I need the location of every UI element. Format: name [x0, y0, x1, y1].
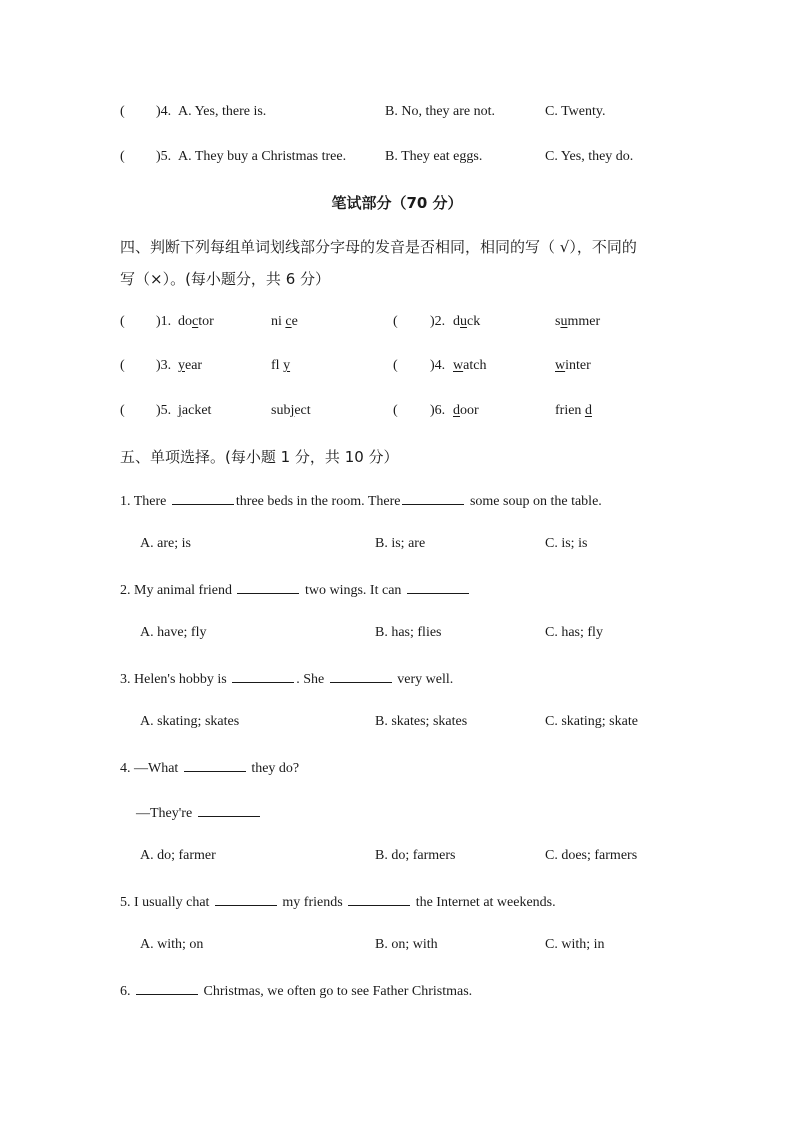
- pronunciation-row: [0, 403, 794, 423]
- answer-paren-open: (: [120, 314, 125, 329]
- option-c: C. Twenty.: [545, 104, 606, 119]
- pronunciation-row: [0, 358, 794, 378]
- underlined-letters: d: [453, 403, 460, 418]
- word-first: door: [453, 403, 479, 418]
- answer-paren-open: (: [120, 104, 125, 119]
- underlined-letters: y: [178, 358, 185, 373]
- word-second: ni ce: [271, 314, 298, 329]
- word-first: watch: [453, 358, 487, 373]
- option-b: B. do; farmers: [375, 848, 456, 863]
- option-b: B. on; with: [375, 937, 438, 952]
- option-a: A. have; fly: [140, 625, 207, 640]
- answer-paren-close: )5.: [156, 149, 172, 164]
- word-second: summer: [555, 314, 601, 329]
- word-first: year: [178, 358, 203, 373]
- q2-stem: 2. My animal friend two wings. It can: [0, 581, 794, 601]
- option-c: C. is; is: [545, 536, 588, 551]
- underlined-letters: c: [192, 314, 199, 329]
- option-a: A. do; farmer: [140, 848, 216, 863]
- option-b: B. is; are: [375, 536, 426, 551]
- option-c: C. Yes, they do.: [545, 149, 634, 164]
- underlined-letters: c: [285, 314, 292, 329]
- answer-blank[interactable]: [198, 804, 260, 817]
- word-first: jacket: [178, 403, 212, 418]
- underlined-letters: w: [555, 358, 566, 373]
- q3-options: [0, 714, 794, 734]
- q5-stem: 5. I usually chat my friends the Internet at weekends.: [120, 895, 556, 910]
- answer-blank[interactable]: [237, 581, 299, 594]
- option-c: C. does; farmers: [545, 848, 638, 863]
- answer-blank[interactable]: [184, 759, 246, 772]
- option-c: C. with; in: [545, 937, 605, 952]
- q3-stem: 3. Helen's hobby is . She very well.: [120, 672, 454, 687]
- option-a: A. with; on: [140, 937, 204, 952]
- option-b: B. skates; skates: [375, 714, 468, 729]
- q4-stem: 4. —What they do?: [120, 761, 300, 776]
- q1-options: [0, 536, 794, 556]
- word-second: fl y: [271, 358, 291, 373]
- underlined-letters: d: [584, 403, 592, 418]
- item-number: )5.: [156, 403, 172, 418]
- item-number: )2.: [430, 314, 446, 329]
- pronunciation-row: [0, 314, 794, 334]
- item-number: )6.: [430, 403, 446, 418]
- option-b: B. has; flies: [375, 625, 442, 640]
- item-number: )1.: [156, 314, 172, 329]
- word-first: duck: [453, 314, 481, 329]
- option-c: C. has; fly: [545, 625, 603, 640]
- q1-stem: 1. There three beds in the room. There some soup on the table.: [120, 494, 602, 509]
- option-c: C. skating; skate: [545, 714, 638, 729]
- option-a: A. Yes, there is.: [178, 104, 267, 119]
- option-a: A. are; is: [140, 536, 191, 551]
- answer-paren-open: (: [120, 403, 125, 418]
- listening-q5: [0, 149, 794, 169]
- q2-options: [0, 625, 794, 645]
- underlined-letters: j: [290, 403, 295, 418]
- answer-blank[interactable]: [215, 893, 277, 906]
- underlined-letters: u: [460, 314, 467, 329]
- underlined-letters: y: [283, 358, 291, 373]
- section4-heading-line1: 四、判断下列每组单词划线部分字母的发音是否相同，相同的写（ √），不同的: [120, 238, 637, 256]
- q4-options: [0, 848, 794, 868]
- q6-stem: 6. Christmas, we often go to see Father Christmas.: [120, 984, 473, 999]
- section4-heading-line2: 写（×）。(每小题分，共 6 分）: [120, 270, 331, 288]
- item-number: )4.: [430, 358, 446, 373]
- word-second: frien d: [555, 403, 592, 418]
- underlined-letters: w: [453, 358, 464, 373]
- answer-paren-open: (: [393, 358, 398, 373]
- answer-blank[interactable]: [232, 670, 294, 683]
- q5-options: [0, 937, 794, 957]
- answer-blank[interactable]: [348, 893, 410, 906]
- answer-blank[interactable]: [330, 670, 392, 683]
- word-second: winter: [555, 358, 591, 373]
- answer-paren-open: (: [393, 403, 398, 418]
- answer-blank[interactable]: [402, 492, 464, 505]
- option-a: A. skating; skates: [140, 714, 240, 729]
- underlined-letters: u: [560, 314, 568, 329]
- answer-blank[interactable]: [136, 982, 198, 995]
- option-b: B. No, they are not.: [385, 104, 496, 119]
- item-number: )3.: [156, 358, 172, 373]
- answer-blank[interactable]: [172, 492, 234, 505]
- listening-q4: [0, 104, 794, 124]
- answer-blank[interactable]: [407, 581, 469, 594]
- answer-paren-open: (: [120, 358, 125, 373]
- answer-paren-open: (: [393, 314, 398, 329]
- section5-heading: 五、单项选择。(每小题 1 分，共 10 分）: [120, 448, 399, 466]
- written-part-title: 笔试部分（70 分）: [331, 194, 463, 212]
- answer-paren-close: )4.: [156, 104, 172, 119]
- word-first: doctor: [178, 314, 214, 329]
- answer-paren-open: (: [120, 149, 125, 164]
- q4-reply: —They're: [0, 804, 794, 824]
- underlined-letters: j: [178, 403, 182, 418]
- option-b: B. They eat eggs.: [385, 149, 483, 164]
- option-a: A. They buy a Christmas tree.: [178, 149, 347, 164]
- word-second: subject: [271, 403, 311, 418]
